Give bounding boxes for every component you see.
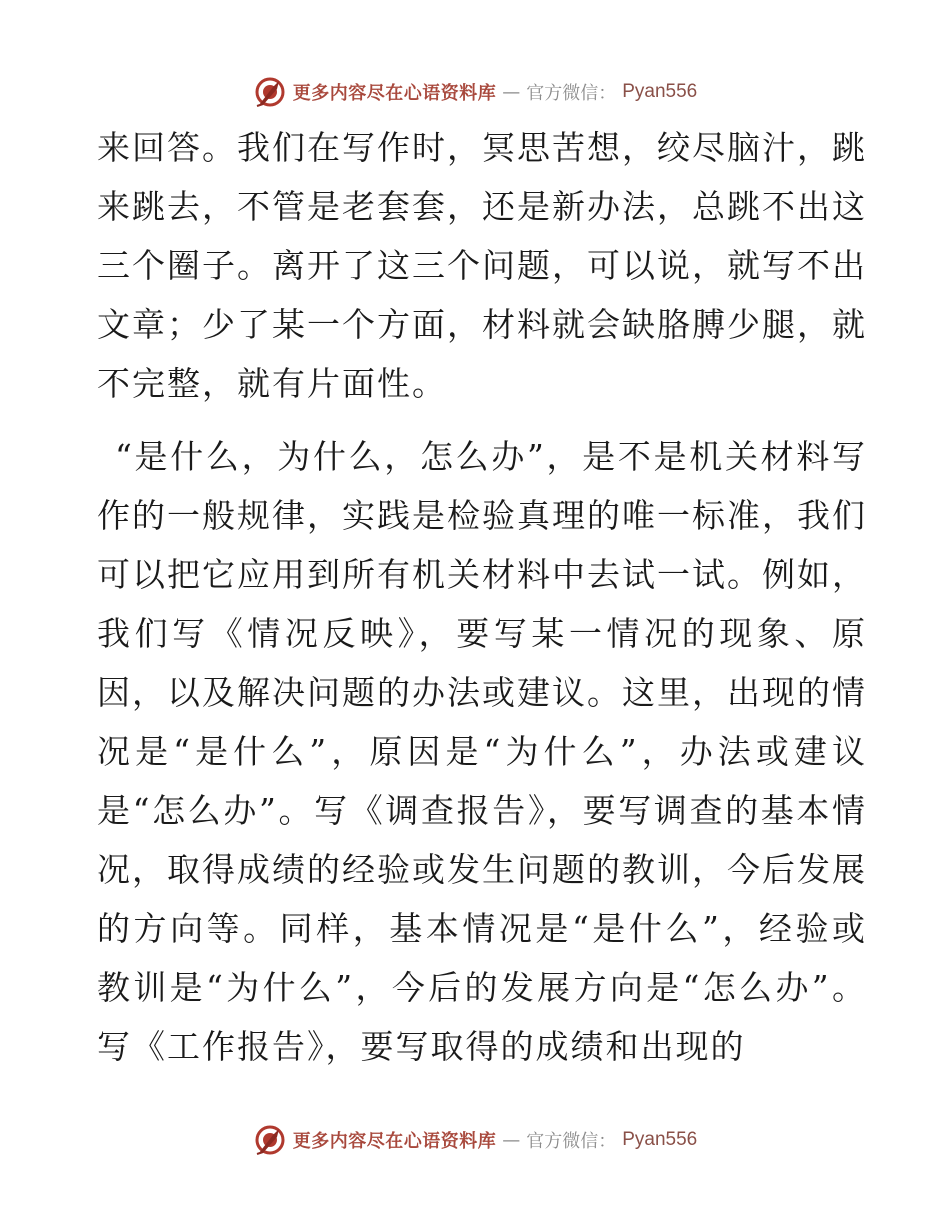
header-brand-text: 更多内容尽在心语资料库: [292, 83, 497, 104]
footer-contact-label: 官方微信：: [526, 1131, 617, 1152]
footer-separator: —: [502, 1129, 521, 1151]
paragraph-2: “是什么，为什么，怎么办”，是不是机关材料写作的一般规律，实践是检验真理的唯一标准，我们可以把它应用到所有机关材料中去试一试。例如，我们写《情况反映》，要写某一情况的现象、原因，以及解决问题的办法或建议。这里，出现的情况是“是什么”，原因是“为什么”，办法或建议是“怎么办”。写《调查报告》，要写调查的基本情况，取得成绩的经验或发生问题的教训，今后发展的方向等。同样，基本情况是“是什么”，经验或教训是“为什么”，今后的发展方向是“怎么办”。写《工作报告》，要写取得的成绩和出现的: [97, 437, 867, 1066]
footer-banner: [0, 1120, 950, 1160]
quill-logo-icon: [253, 1123, 287, 1157]
header-contact-label: 官方微信：: [526, 83, 617, 104]
footer-wechat-id: Pyan556: [622, 1129, 698, 1150]
quill-logo-icon: [253, 75, 287, 109]
header-banner: [0, 72, 950, 112]
paragraph-1: 来回答。我们在写作时，冥思苦想，绞尽脑汁，跳来跳去，不管是老套套，还是新办法，总跳不出这三个圈子。离开了这三个问题，可以说，就写不出文章；少了某一个方面，材料就会缺胳膊少腿，就不完整，就有片面性。: [97, 128, 867, 403]
header-wechat-id: Pyan556: [622, 81, 698, 102]
document-body: [97, 118, 867, 1076]
header-separator: —: [502, 81, 521, 103]
footer-brand-text: 更多内容尽在心语资料库: [292, 1131, 497, 1152]
